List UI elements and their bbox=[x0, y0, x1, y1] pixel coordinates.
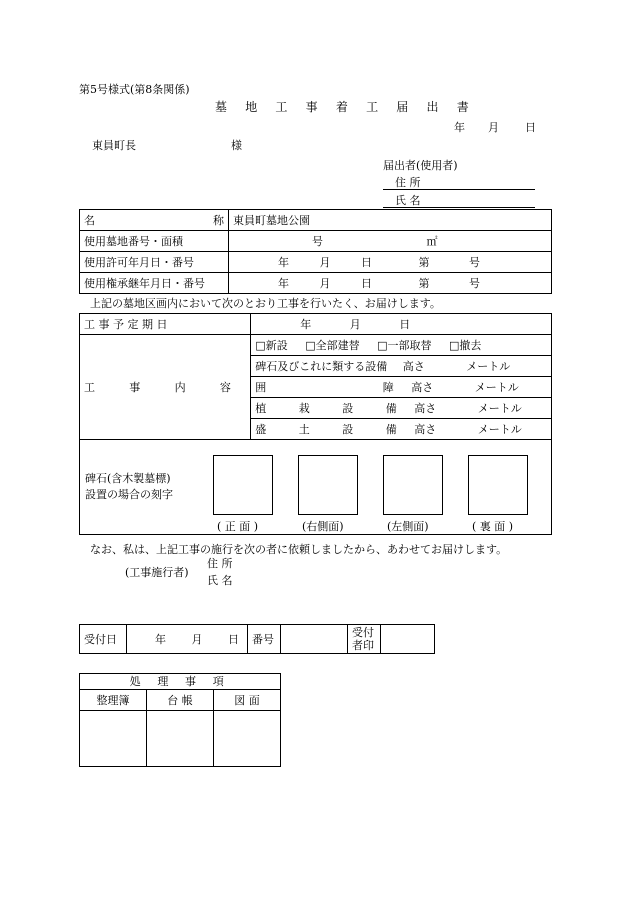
processing-value-row bbox=[80, 711, 281, 767]
processing-header-row bbox=[80, 690, 281, 711]
schedule-day: 日 bbox=[399, 317, 411, 331]
applicant-label: 届出者(使用者) bbox=[383, 159, 458, 172]
date-day: 日 bbox=[525, 121, 536, 134]
permit-year: 年 bbox=[278, 255, 289, 269]
work-item-fence[interactable] bbox=[251, 377, 552, 398]
processing-table bbox=[79, 673, 281, 767]
content-checkbox-row bbox=[80, 335, 552, 356]
checkbox-removal[interactable]: □撤去 bbox=[449, 338, 482, 352]
work-item-fence-unit: メートル bbox=[474, 380, 519, 394]
receipt-seal-label-2: 者印 bbox=[352, 639, 374, 652]
contractor-address-label: 住 所 bbox=[207, 557, 233, 570]
plot-area-number-unit: 号 bbox=[312, 234, 323, 248]
work-item-planting-char: 植 bbox=[255, 401, 267, 415]
form-title: 墓 地 工 事 着 工 届 出 書 bbox=[215, 100, 476, 114]
plot-area-row bbox=[80, 231, 552, 252]
inscription-face-front: ( 正 面 ) bbox=[217, 520, 259, 533]
date-year: 年 bbox=[454, 121, 465, 134]
plot-name-value: 東員町墓地公園 bbox=[229, 210, 552, 231]
work-item-fill-char: 備 bbox=[385, 422, 397, 436]
succession-month: 月 bbox=[319, 276, 331, 290]
work-item-fill-char: 設 bbox=[342, 422, 354, 436]
work-item-planting-char: 設 bbox=[342, 401, 354, 415]
work-table bbox=[79, 313, 552, 535]
work-item-fence-right: 障 bbox=[382, 380, 394, 394]
permit-value[interactable] bbox=[229, 252, 552, 273]
addressee: 東員町長 bbox=[92, 139, 136, 152]
work-item-monument-label: 碑石及びこれに類する設備 bbox=[255, 359, 388, 373]
processing-col-ledger: 台 帳 bbox=[147, 690, 214, 711]
plot-name-label-right: 称 bbox=[213, 213, 224, 227]
work-item-monument[interactable] bbox=[251, 356, 552, 377]
processing-col-register: 整理簿 bbox=[80, 690, 147, 711]
received-date-value[interactable] bbox=[127, 625, 248, 654]
applicant-address-label: 住 所 bbox=[395, 176, 421, 189]
processing-register-value[interactable] bbox=[80, 711, 147, 767]
work-item-planting-unit: メートル bbox=[477, 401, 522, 415]
plot-area-value[interactable] bbox=[229, 231, 552, 252]
receipt-number-value[interactable] bbox=[281, 625, 348, 654]
work-item-fill-char: 盛 bbox=[255, 422, 267, 436]
plot-area-label: 使用墓地番号・面積 bbox=[80, 231, 229, 252]
inscription-face-left: (左側面) bbox=[387, 520, 429, 533]
inscription-box-right[interactable] bbox=[298, 455, 358, 515]
content-label: 工 事 内 容 bbox=[80, 335, 251, 440]
contractor-label: (工事施行者) bbox=[125, 566, 189, 579]
work-item-fill[interactable] bbox=[251, 419, 552, 440]
plot-name-label bbox=[80, 210, 229, 231]
schedule-year: 年 bbox=[300, 317, 312, 331]
work-item-fence-left: 囲 bbox=[255, 380, 267, 394]
succession-label: 使用権承継年月日・番号 bbox=[80, 273, 229, 294]
date-month: 月 bbox=[488, 121, 499, 134]
work-item-monument-unit: メートル bbox=[466, 359, 511, 373]
processing-col-drawing: 図 面 bbox=[214, 690, 281, 711]
succession-number-suffix: 号 bbox=[469, 276, 480, 290]
succession-value[interactable] bbox=[229, 273, 552, 294]
permit-day: 日 bbox=[361, 255, 372, 269]
content-checkboxes[interactable] bbox=[251, 335, 552, 356]
applicant-address-line[interactable] bbox=[383, 189, 535, 190]
plot-name-label-left: 名 bbox=[84, 213, 95, 227]
inscription-box-back[interactable] bbox=[468, 455, 528, 515]
notice-text: 上記の墓地区画内において次のとおり工事を行いたく、お届けします。 bbox=[90, 297, 441, 310]
applicant-name-line[interactable] bbox=[383, 207, 535, 208]
work-item-planting-char: 備 bbox=[385, 401, 397, 415]
checkbox-full-rebuild[interactable]: □全部建替 bbox=[305, 338, 360, 352]
work-item-fill-height: 高さ bbox=[414, 422, 437, 436]
receipt-seal-label-1: 受付 bbox=[352, 625, 374, 639]
plot-name-row bbox=[80, 210, 552, 231]
contractor-notice: なお、私は、上記工事の施行を次の者に依頼しましたから、あわせてお届けします。 bbox=[90, 543, 508, 556]
succession-year: 年 bbox=[278, 276, 289, 290]
inscription-label-2: 設置の場合の刻字 bbox=[85, 488, 173, 501]
inscription-cell bbox=[80, 440, 552, 535]
schedule-value[interactable] bbox=[251, 314, 552, 335]
receipt-row bbox=[80, 625, 435, 654]
processing-title: 処 理 事 項 bbox=[80, 674, 281, 690]
work-item-planting[interactable] bbox=[251, 398, 552, 419]
contractor-name-label: 氏 名 bbox=[207, 574, 233, 587]
work-item-planting-height: 高さ bbox=[414, 401, 437, 415]
inscription-label-1: 碑石(含木製墓標) bbox=[85, 472, 171, 485]
succession-row bbox=[80, 273, 552, 294]
work-item-monument-height: 高さ bbox=[402, 359, 425, 373]
work-item-fill-unit: メートル bbox=[477, 422, 522, 436]
plot-table bbox=[79, 209, 552, 294]
succession-number-prefix: 第 bbox=[418, 276, 430, 290]
inscription-box-left[interactable] bbox=[383, 455, 443, 515]
permit-number-prefix: 第 bbox=[418, 255, 430, 269]
receipt-seal-label bbox=[348, 625, 381, 654]
plot-area-unit: ㎡ bbox=[426, 234, 438, 248]
inscription-box-front[interactable] bbox=[213, 455, 273, 515]
schedule-label: 工 事 予 定 期 日 bbox=[80, 314, 251, 335]
permit-label: 使用許可年月日・番号 bbox=[80, 252, 229, 273]
addressee-suffix: 様 bbox=[231, 139, 242, 152]
checkbox-new[interactable]: □新設 bbox=[255, 338, 288, 352]
receipt-number-label: 番号 bbox=[248, 625, 281, 654]
checkbox-partial-replace[interactable]: □一部取替 bbox=[377, 338, 432, 352]
received-day: 日 bbox=[228, 632, 239, 646]
applicant-name-label: 氏 名 bbox=[395, 194, 421, 207]
received-date-label: 受付日 bbox=[80, 625, 127, 654]
work-item-fill-char: 土 bbox=[298, 422, 310, 436]
received-year: 年 bbox=[155, 632, 166, 646]
form-number: 第5号様式(第8条関係) bbox=[79, 83, 190, 96]
schedule-row bbox=[80, 314, 552, 335]
work-item-fence-height: 高さ bbox=[411, 380, 434, 394]
received-month: 月 bbox=[191, 632, 203, 646]
permit-month: 月 bbox=[319, 255, 331, 269]
processing-title-row bbox=[80, 674, 281, 690]
permit-row bbox=[80, 252, 552, 273]
processing-drawing-value[interactable] bbox=[214, 711, 281, 767]
succession-day: 日 bbox=[361, 276, 372, 290]
work-item-planting-char: 栽 bbox=[298, 401, 310, 415]
receipt-table bbox=[79, 624, 435, 654]
inscription-face-right: (右側面) bbox=[302, 520, 344, 533]
inscription-face-back: ( 裏 面 ) bbox=[472, 520, 514, 533]
schedule-month: 月 bbox=[349, 317, 361, 331]
permit-number-suffix: 号 bbox=[469, 255, 480, 269]
receipt-seal-value[interactable] bbox=[381, 625, 435, 654]
processing-ledger-value[interactable] bbox=[147, 711, 214, 767]
inscription-row bbox=[80, 440, 552, 535]
